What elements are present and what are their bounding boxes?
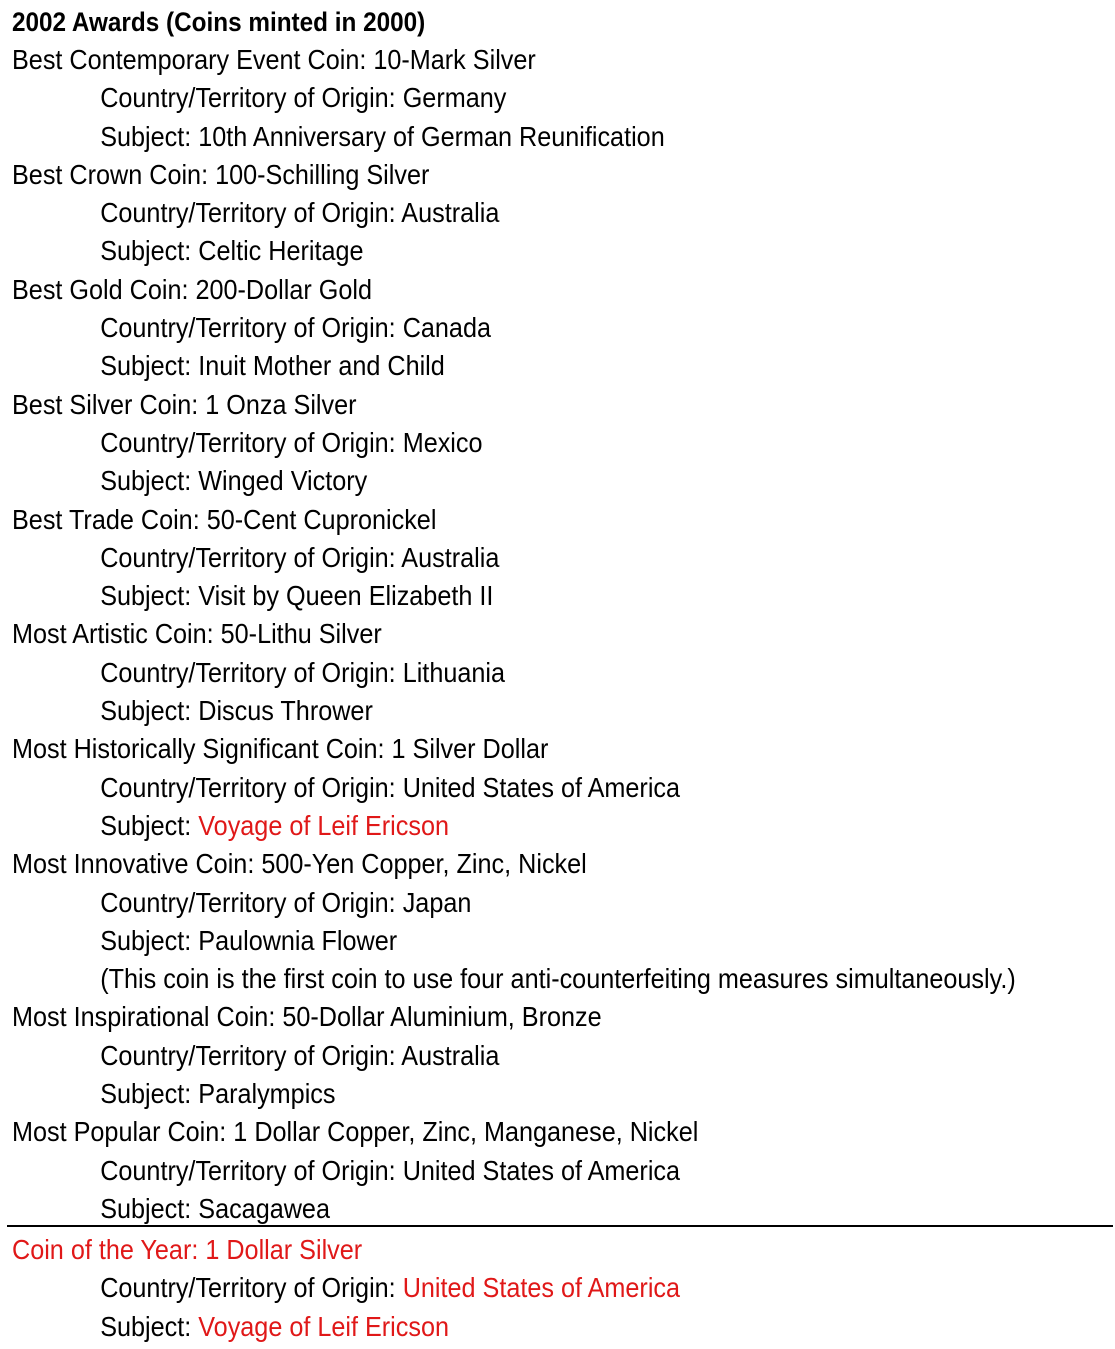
award-heading: Best Contemporary Event Coin: 10-Mark Silver bbox=[12, 44, 536, 75]
award-subject: Winged Victory bbox=[198, 465, 368, 497]
award-heading: Most Historically Significant Coin: 1 Silver Dollar bbox=[12, 733, 549, 765]
award-subject-line bbox=[12, 118, 1002, 156]
country-label: Country/Territory of Origin: bbox=[100, 82, 403, 114]
subject-label: Subject: bbox=[100, 1192, 199, 1224]
award-heading: Most Artistic Coin: 50-Lithu Silver bbox=[12, 618, 382, 650]
award-entry bbox=[12, 1113, 1112, 1228]
award-heading: Best Trade Coin: 50-Cent Cupronickel bbox=[12, 503, 437, 535]
award-subject-line bbox=[12, 462, 1002, 500]
award-country: United States of America bbox=[402, 771, 681, 803]
award-subject-line bbox=[12, 807, 1002, 845]
coin-of-the-year-entry bbox=[12, 1231, 1112, 1346]
subject-label: Subject: bbox=[100, 924, 199, 956]
award-subject-line bbox=[12, 1190, 1002, 1228]
award-entry bbox=[12, 615, 1112, 730]
country-label: Country/Territory of Origin: bbox=[100, 1272, 403, 1304]
coin-of-the-year-heading: Coin of the Year: 1 Dollar Silver bbox=[12, 1234, 363, 1265]
award-subject-line bbox=[12, 232, 1002, 270]
country-label: Country/Territory of Origin: bbox=[100, 541, 402, 573]
award-country: Canada bbox=[402, 312, 491, 344]
subject-label: Subject: bbox=[100, 580, 199, 612]
award-country: Australia bbox=[401, 541, 500, 573]
award-entry bbox=[12, 271, 1112, 386]
country-label: Country/Territory of Origin: bbox=[100, 197, 402, 229]
award-subject: Discus Thrower bbox=[198, 695, 373, 727]
award-country-line bbox=[12, 1037, 1002, 1075]
award-subject-highlighted: Voyage of Leif Ericson bbox=[198, 809, 450, 841]
subject-label: Subject: bbox=[100, 1310, 199, 1342]
award-subject-highlighted: Voyage of Leif Ericson bbox=[198, 1310, 450, 1342]
award-country-line bbox=[12, 769, 1002, 807]
country-label: Country/Territory of Origin: bbox=[100, 1039, 402, 1071]
award-subject: Sacagawea bbox=[198, 1192, 330, 1224]
award-country: Japan bbox=[402, 886, 472, 918]
subject-label: Subject: bbox=[100, 120, 199, 152]
award-subject: Visit by Queen Elizabeth II bbox=[198, 580, 494, 612]
award-country-line bbox=[12, 309, 1002, 347]
award-entry bbox=[12, 730, 1112, 845]
award-heading: Most Inspirational Coin: 50-Dollar Aluminium, Bronze bbox=[12, 1001, 602, 1033]
award-country-line bbox=[12, 539, 1002, 577]
subject-label: Subject: bbox=[100, 809, 199, 841]
award-country: Germany bbox=[402, 82, 507, 114]
award-subject-line bbox=[12, 692, 1002, 730]
award-country-line bbox=[12, 654, 1002, 692]
award-entry bbox=[12, 998, 1112, 1113]
award-subject-line bbox=[12, 1308, 1002, 1346]
award-country-line bbox=[12, 424, 1002, 462]
subject-label: Subject: bbox=[100, 465, 199, 497]
award-subject-line bbox=[12, 1075, 1002, 1113]
page-title: 2002 Awards (Coins minted in 2000) bbox=[12, 7, 426, 37]
award-entry bbox=[12, 386, 1112, 501]
country-label: Country/Territory of Origin: bbox=[100, 886, 403, 918]
subject-label: Subject: bbox=[100, 350, 199, 382]
award-country: Australia bbox=[401, 1039, 500, 1071]
award-country: Lithuania bbox=[402, 656, 505, 688]
award-country-line bbox=[12, 884, 1002, 922]
country-label: Country/Territory of Origin: bbox=[100, 771, 403, 803]
subject-label: Subject: bbox=[100, 695, 199, 727]
award-country-highlighted: United States of America bbox=[402, 1272, 681, 1304]
award-entry bbox=[12, 156, 1112, 271]
country-label: Country/Territory of Origin: bbox=[100, 656, 403, 688]
award-country-line bbox=[12, 79, 1002, 117]
country-label: Country/Territory of Origin: bbox=[100, 426, 403, 458]
award-heading: Most Innovative Coin: 500-Yen Copper, Zinc, Nickel bbox=[12, 848, 587, 880]
award-country-line bbox=[12, 194, 1002, 232]
award-country: United States of America bbox=[402, 1154, 681, 1186]
award-note: (This coin is the first coin to use four anti-counterfeiting measures simultaneously.) bbox=[100, 963, 1016, 995]
award-country: Mexico bbox=[402, 426, 483, 458]
country-label: Country/Territory of Origin: bbox=[100, 1154, 403, 1186]
award-entry bbox=[12, 845, 1112, 998]
award-country-line bbox=[12, 1152, 1002, 1190]
awards-document bbox=[12, 3, 1112, 1228]
award-subject-line bbox=[12, 922, 1002, 960]
award-heading: Best Gold Coin: 200-Dollar Gold bbox=[12, 273, 372, 305]
country-label: Country/Territory of Origin: bbox=[100, 312, 403, 344]
award-heading: Best Crown Coin: 100-Schilling Silver bbox=[12, 158, 430, 190]
section-divider bbox=[7, 1225, 1113, 1227]
award-country: Australia bbox=[401, 197, 500, 229]
award-country-line bbox=[12, 1269, 1002, 1307]
award-subject: Celtic Heritage bbox=[198, 235, 364, 267]
award-heading: Best Silver Coin: 1 Onza Silver bbox=[12, 388, 357, 420]
subject-label: Subject: bbox=[100, 1078, 199, 1110]
award-entry bbox=[12, 41, 1112, 156]
subject-label: Subject: bbox=[100, 235, 199, 267]
award-subject: Paulownia Flower bbox=[198, 924, 398, 956]
award-subject: Inuit Mother and Child bbox=[198, 350, 445, 382]
award-heading: Most Popular Coin: 1 Dollar Copper, Zinc, Manganese, Nickel bbox=[12, 1116, 699, 1148]
award-subject: 10th Anniversary of German Reunification bbox=[198, 120, 665, 152]
award-entry bbox=[12, 501, 1112, 616]
award-subject-line bbox=[12, 347, 1002, 385]
award-subject-line bbox=[12, 577, 1002, 615]
award-subject: Paralympics bbox=[198, 1078, 336, 1110]
